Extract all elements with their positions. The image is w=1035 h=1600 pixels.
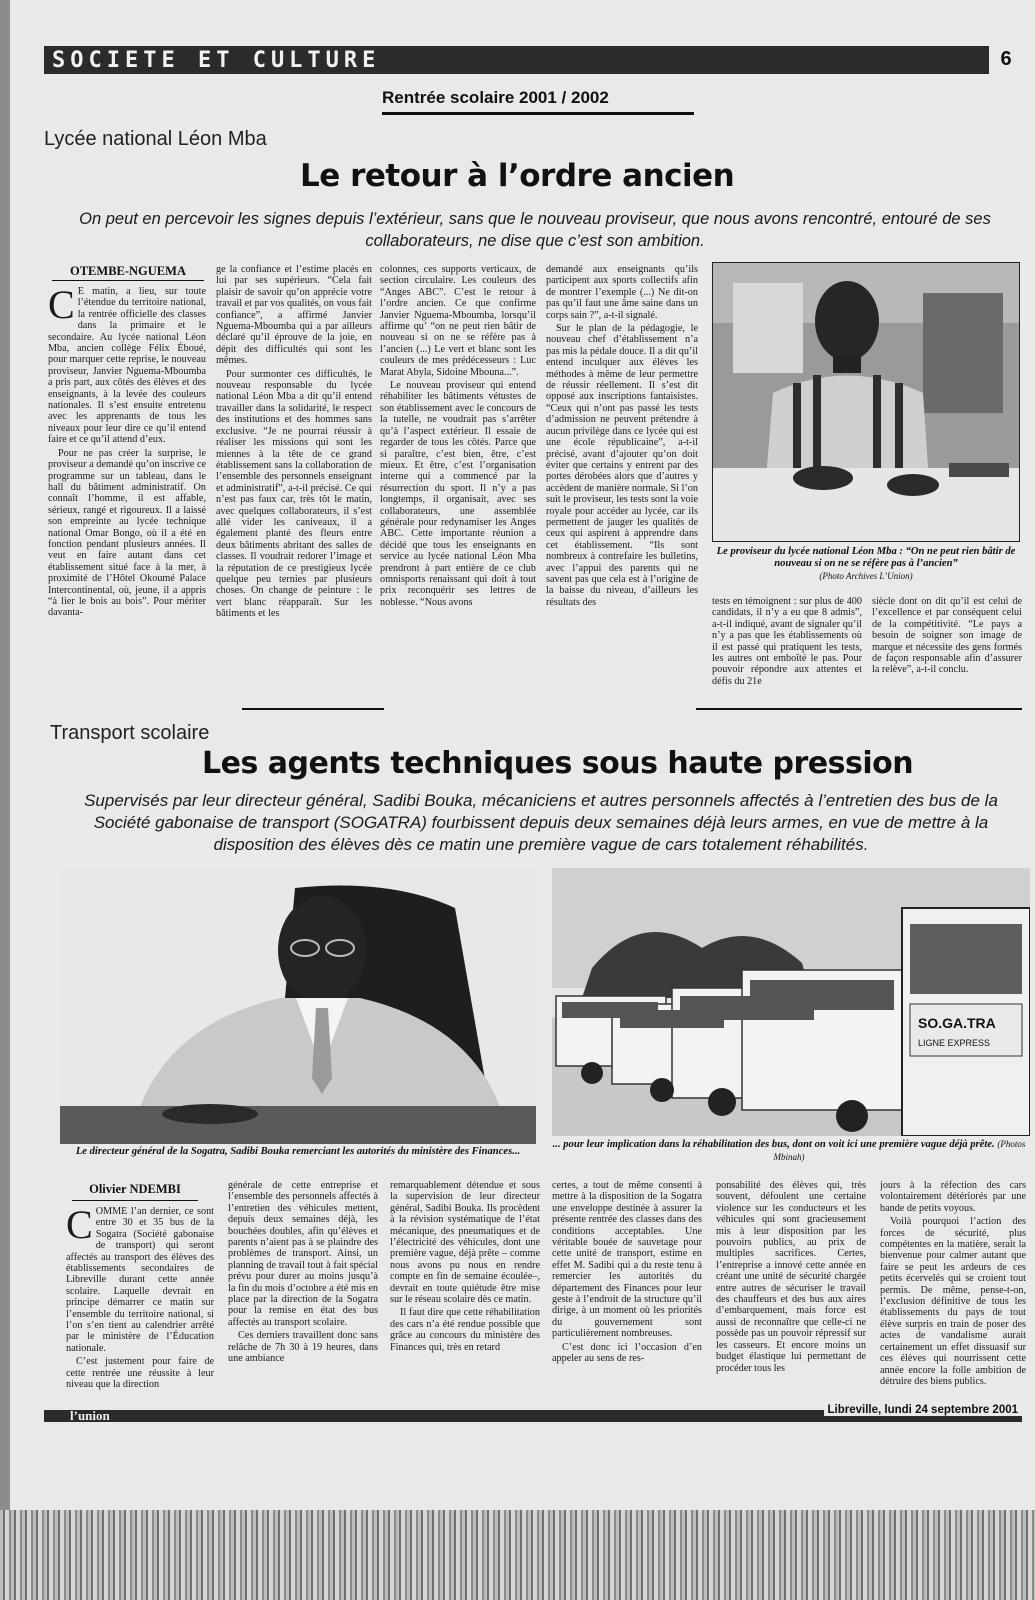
scan-border <box>0 1510 1035 1600</box>
paragraph: C’est justement pour faire de cette rentrée une réussite à leur niveau que la direction <box>66 1356 214 1391</box>
article1-column-5 <box>712 596 862 722</box>
paragraph: C E matin, a lieu, sur toute l’étendue du territoire national, la rentrée officielle des classes dans la primaire et le secondaire. Au lycée national Léon Mba, ancien collège Félix Éboué, pour marquer cette reprise, le nouveau proviseur, Janvier Nguema-Mboumba a pris part, aux côtés des élèves et des enseignants, à la levée des couleurs nationales. Il s’est ensuite entretenu avec les apprenants de tous les niveaux pour leur dire ce qu’il entend faire et ce qu’il attend d’eux. <box>48 286 206 446</box>
photo-credit: (Photos Mbinah) <box>773 1139 1026 1162</box>
paragraph: Le nouveau proviseur qui entend réhabiliter les bâtiments vétustes de son établissement avec le concours de la tutelle, ne voudrait pas s’arrêter qu’à l’aspect extérieur. Il essaie de regarder de tous les côtés. Parce que si paraître, c’est bien, être, c’est mieux. Et être, c’est l’organisation interne qui a commencé par la résurrection du sport. Il n’y a pas longtemps, il organisait, avec ses collaborateurs, une assemblée générale pour redynamiser les Anges ABC. Cette importante réunion a décidé que tous les enseignants en service au lycée national Léon Mba prendront à part entière de ce club omnisports renaissant qui doit à tout prix reconquérir ses lettres de noblesse. “Nous avons <box>380 380 536 608</box>
paragraph: Ces derniers travaillent donc sans relâche de 7h 30 à 19 heures, dans une ambiance <box>228 1330 378 1365</box>
paragraph: remarquablement détendue et sous la supervision de leur directeur général, Sadibi Bouka. Ils procèdent à la révision systématique de l’état mécanique, des pneumatiques et de l’électricité des véhicules, dont une première vague, déjà prête – comme nous avons pu nous en rendre compte en fin de semaine écoulée–, devrait en toute quiétude être mise sur le réseau scolaire dès ce matin. <box>390 1180 540 1306</box>
portrait-photo-icon <box>713 263 1019 541</box>
article2-column-6 <box>880 1180 1026 1406</box>
dropcap: C <box>66 1206 93 1247</box>
dateline: Libreville, lundi 24 septembre 2001 <box>824 1404 1022 1416</box>
principal-photo-caption: Le proviseur du lycée national Léon Mba : “On ne peut rien bâtir de nouveau si on ne se réfère pas à l’ancien” (Photo Archives L’Union) <box>710 546 1022 582</box>
masthead-brand: l’union <box>70 1408 110 1423</box>
article2-headline: Les agents techniques sous haute pression <box>202 746 914 781</box>
paragraph: certes, a tout de même consenti à mettre à la disposition de la Sogatra une enveloppe destinée à assurer la présente rentrée des classes dans des conditions acceptables. Une véritable bouée de sauvetage pour cette unité de transport, estime en effet M. Sadibi qui a du reste tenu à remercier les autorités du département des Finances pour leur geste à l’endroit de la structure qu’il dirige, à un moment où les priorités du gouvernement sont particulièrement nombreuses. <box>552 1180 702 1340</box>
buses-photo <box>552 868 1030 1136</box>
byline-rule <box>52 280 204 281</box>
divider-rule <box>242 708 384 710</box>
dropcap: C <box>48 286 75 327</box>
bus-photo-icon <box>552 868 1030 1136</box>
paragraph: Il faut dire que cette réhabilitation des cars n’a été rendue possible que grâce au concours du ministère des Finances qui, très en retard <box>390 1307 540 1353</box>
paragraph: générale de cette entreprise et l’ensemble des personnels affectés à l’entretien des véhicules mettent, depuis deux semaines déjà, les bouchées doubles, afin qu’élèves et parents n’aient pas à se plaindre des problèmes de transport. Ainsi, un planning de travail tout à fait spécial prévu pour durer au moins jusqu’à la fin du mois d’octobre a été mis en place par la direction de la Sogatra pour la remise en état des bus affectés au transport scolaire. <box>228 1180 378 1328</box>
paragraph: siècle dont on dit qu’il est celui de l’excellence et par conséquent celui de la compétitivité. “Le pays a besoin de soigner son image de marque et nécessite des gens formés de façon responsable afin d’assurer la relève”, a-t-il conclu. <box>872 596 1022 676</box>
photo-credit: (Photo Archives L’Union) <box>819 571 913 581</box>
paragraph: COMME l’an dernier, ce sont entre 30 et 35 bus de la Sogatra (Société gabonaise de transport) qui seront affectés au transport des élèves des établissements secondaires de Libreville durant cette année scolaire. Laquelle devrait en principe démarrer ce matin sur l’ensemble du territoire national, si l’on s’en tient au calendrier arrêté par le ministère de l’Éducation nationale. <box>66 1206 214 1354</box>
paragraph: tests en témoignent : sur plus de 400 candidats, il n’y a eu que 8 admis”, a-t-il indiqué, avant de signaler qu’il n’y a pas que les établissements où il est passé qui pratiquent les tests, les autres ont emboîté le pas. Pour pouvoir répondre aux attentes et défis du 21e <box>712 596 862 687</box>
director-photo <box>60 868 536 1144</box>
article1-column-4 <box>546 264 698 722</box>
page-footer <box>44 1404 1022 1423</box>
buses-photo-caption: ... pour leur implication dans la réhabilitation des bus, dont on voit ici une première vague déjà prête. (Photos Mbinah) <box>552 1139 1026 1162</box>
article2-label: Transport scolaire <box>50 722 210 744</box>
paragraph: demandé aux enseignants qu’ils participent aux sports collectifs afin de montrer l’exemple (...) Ne dit-on pas qu’il faut une âme saine dans un corps sain ?”, a-t-il signalé. <box>546 264 698 321</box>
bus-sign: SO.GA.TRA <box>918 1015 996 1031</box>
page-number: 6 <box>989 44 1023 76</box>
article1-column-1 <box>48 286 206 722</box>
paragraph: Voilà pourquoi l’action des forces de sécurité, plus compétentes en la matière, serait la bienvenue pour calmer autant que faire se peut les ardeurs de ces petits écervelés qui se croient tout permis. De même, pense-t-on, l’exclusion définitive de tous les établissements du pays de tout élève surpris en train de poser des actes de vandalisme aurait certainement un effet dissuasif sur ces élèves qui nourrissent cette année encore la folle ambition de détruire des biens publics. <box>880 1216 1026 1387</box>
paragraph: jours à la réfection des cars volontairement détériorés par une bande de petits voyous. <box>880 1180 1026 1214</box>
article2-column-4 <box>552 1180 702 1406</box>
article1-label: Lycée national Léon Mba <box>44 128 267 150</box>
article1-column-3 <box>380 264 536 722</box>
article2-deck: Supervisés par leur directeur général, Sadibi Bouka, mécaniciens et autres personnels affectés à l’entretien des bus de la Société gabonaise de transport (SOGATRA) fourbissent depuis deux semaines déjà leurs armes, en vue de mettre à la disposition des élèves dès ce matin une première vague de cars totalement réhabilités. <box>84 791 998 854</box>
kicker-rule <box>382 112 694 115</box>
article2-column-3 <box>390 1180 540 1406</box>
article1-column-2 <box>216 264 372 722</box>
section-rubric <box>44 46 1019 74</box>
paragraph: ge la confiance et l’estime placés en lui par ses supérieurs. “Cela fait plaisir de savoir qu’on apprécie votre travail et par vos qualités, on vous fait confiance”, a affirmé Janvier Nguema-Mboumba qui a par ailleurs déclaré qu’il éprouve de la joie, en dépit des difficultés qui sont les mêmes. <box>216 264 372 367</box>
paragraph: colonnes, ces supports verticaux, de section circulaire. Les couleurs des “Anges ABC”. C’est le retour à l’ordre ancien. Ce que confirme Janvier Nguema-Mboumba, lorsqu’il affirme qu’ “on ne peut rien bâtir de nouveau si on ne se réfère pas à l’ancien (...) Le vert et blanc sont les couleurs de mes prédécesseurs : Luc Marat Abyla, Sidoine Mbouna...”. <box>380 264 536 378</box>
paragraph: Pour ne pas créer la surprise, le proviseur a demandé qu’on inscrive ce programme sur un tableau, dans le hall du bâtiment administratif. On connaît l’homme, il est affable, sérieux, rangé et rigoureux. Il a laissé son empreinte au lycée technique national Omar Bongo, où il a été en fonction pendant plusieurs années. Il veut en faire autant dans cet établissement situé face à la mer, à proximité de l’Hôtel Okoumé Palace Intercontinental, où, jeune, il a appris “à lier le bois au bois”. Pour mériter davanta- <box>48 447 206 619</box>
newspaper-page <box>10 0 1035 1510</box>
paragraph: ponsabilité des élèves qui, très souvent, défoulent une certaine violence sur les conducteurs et les véhicules qui sont gracieusement mis à leur disposition par les pouvoirs publics, au prix de multiples sacrifices. Certes, l’entreprise a innové cette année en créant une unité de sécurité chargée entre autres de sécuriser le travail des chauffeurs et des bus aux aires d’embarquement, mais force est aussi de reconnaître que celle-ci ne possède pas un pouvoir répressif sur les casseurs. Et encore moins un budget élastique lui permettant de procéder tous les <box>716 1180 866 1374</box>
article1-deck: On peut en percevoir les signes depuis l’extérieur, sans que le nouveau proviseur, que nous avons rencontré, entouré de ses collaborateurs, ne dise que c’est son ambition. <box>79 210 991 250</box>
divider-rule <box>696 708 1022 710</box>
kicker: Rentrée scolaire 2001 / 2002 <box>382 88 609 107</box>
portrait-photo-icon <box>60 868 536 1144</box>
paragraph: Pour surmonter ces difficultés, le nouveau responsable du lycée national Léon Mba a dit qu’il entend travailler dans la solidarité, le respect des institutions et des hommes sans exclusive. “Je ne pourrai réussir à réaliser les missions qui sont les miennes à la tête de ce grand établissement sans la collaboration de l’ensemble des personnels enseignant et administratif”, a-t-il précisé. Ce qui n’est pas faux car, très tôt le matin, avec quelques collaborateurs, il s’est allé vider les caniveaux, il a également planté des fleurs entre deux bâtiments abritant des salles de classes. Il voudrait redorer l’image et la réputation de ce prestigieux lycée quelque peu ternies par plusieurs choses. On change de peinture : le vert blanc réapparaît. Sur les bâtiments et les <box>216 368 372 620</box>
section-title: SOCIETE ET CULTURE <box>52 48 381 73</box>
principal-photo <box>712 262 1020 542</box>
paragraph: Sur le plan de la pédagogie, le nouveau chef d’établissement n’a pas mis la pédale douce. Il a dit qu’il entend inculquer aux élèves les méthodes à même de leur permettre de réussir réellement. Il s’est dit opposé aux inscriptions fantaisistes. “Ceux qui n’ont pas passé les tests d’admission ne peuvent prétendre à aucun privilège dans ce lycée qui est une école républicaine”, a-t-il précisé, avant d’ajouter qu’on doit éviter que certains y entrent par des portes dérobées alors que d’autres y accèdent de manière normale. Si l’on suit le proviseur, les tests sont la voie royale pour accéder au lycée, car ils permettent de jauger les qualités de ceux qui aspirent à apprendre dans cet établissement. “Ils sont nombreux à contrefaire les bulletins, avec l’appui des parents qui ne savent pas que cela est à l’origine de la baisse du niveau, d’ailleurs les résultats des <box>546 323 698 608</box>
article2-column-1 <box>66 1206 214 1406</box>
director-photo-caption: Le directeur général de la Sogatra, Sadibi Bouka remerciant les autorités du ministère des Finances... <box>75 1146 521 1157</box>
article2-column-5 <box>716 1180 866 1406</box>
byline-rule <box>72 1200 198 1201</box>
bus-sign-sub: LIGNE EXPRESS <box>918 1038 991 1048</box>
article1-column-6 <box>872 596 1022 722</box>
paragraph: C’est donc ici l’occasion d’en appeler au sens de res- <box>552 1341 702 1365</box>
article2-byline: Olivier NDEMBI <box>89 1182 181 1196</box>
article2-column-2 <box>228 1180 378 1406</box>
article1-headline: Le retour à l’ordre ancien <box>300 158 735 194</box>
article1-byline: OTEMBE-NGUEMA <box>70 264 186 278</box>
